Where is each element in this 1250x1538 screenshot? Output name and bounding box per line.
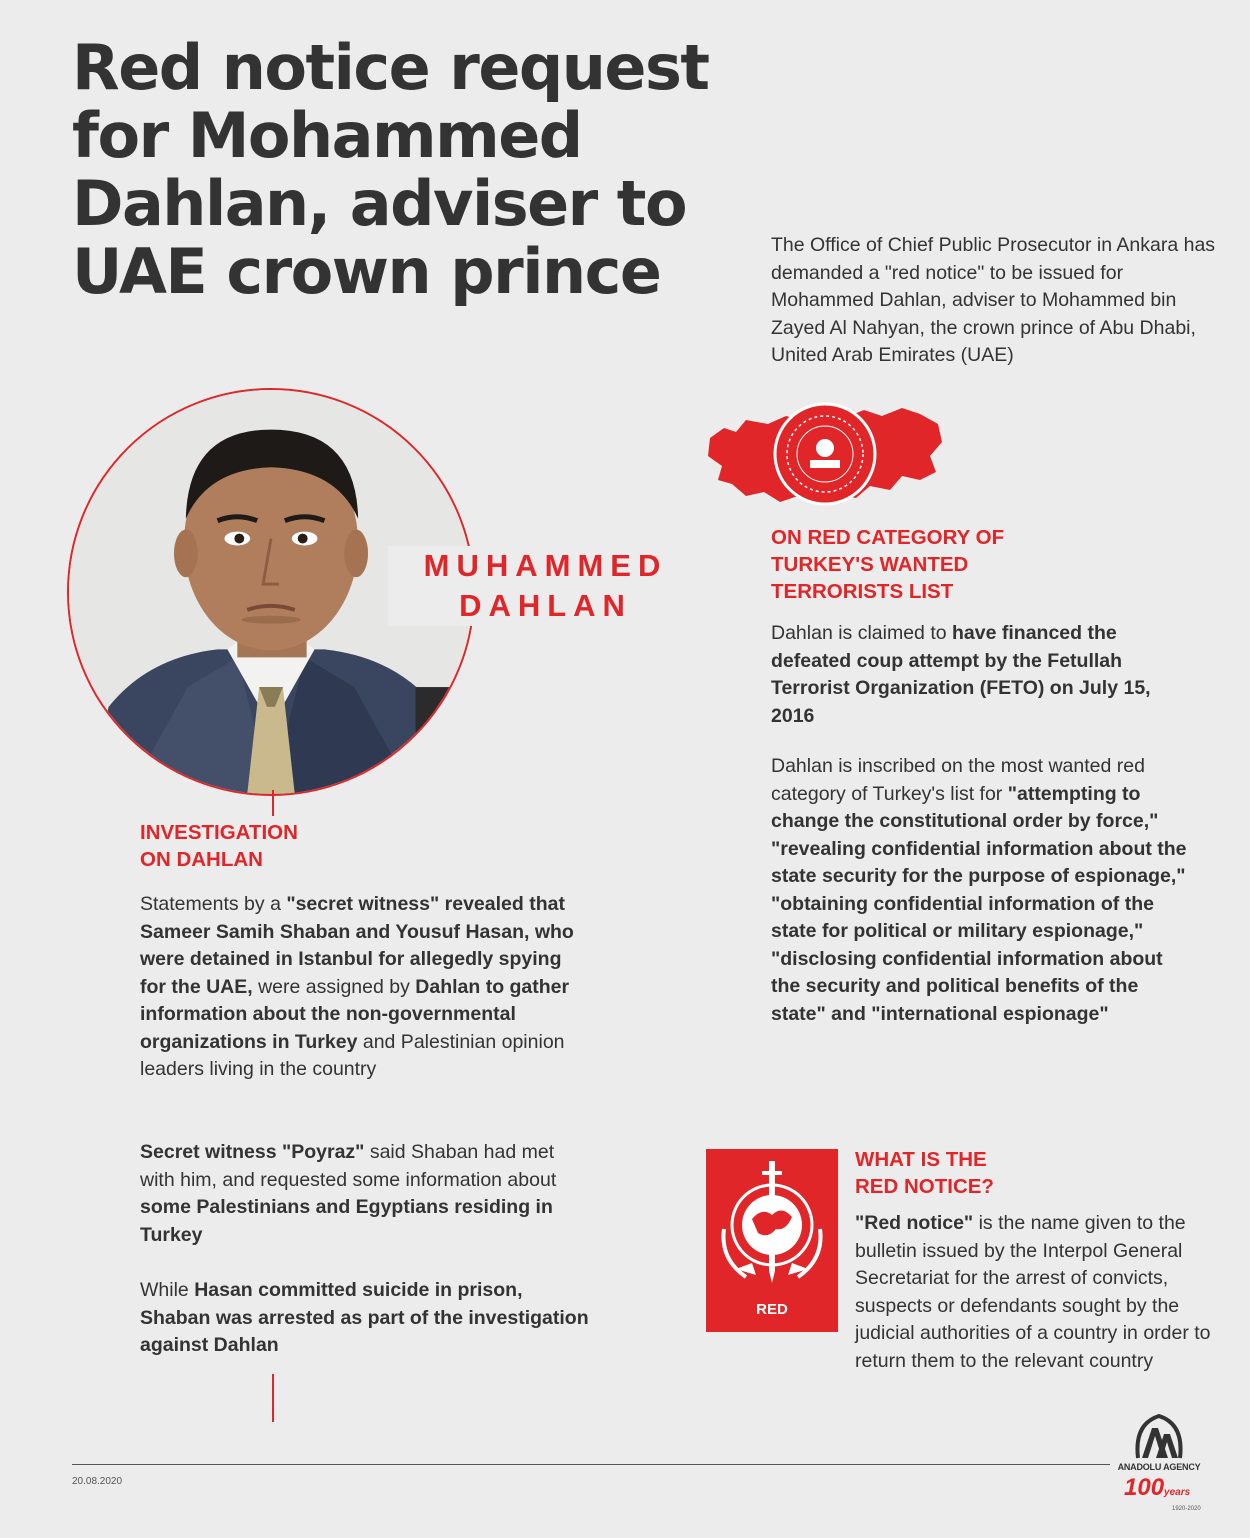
connector-line-top — [272, 790, 274, 816]
text-run: Statements by a — [140, 893, 287, 915]
anniversary-mark — [1124, 1474, 1190, 1502]
red-label: RED — [756, 1301, 788, 1318]
red-category-paragraph-1 — [771, 620, 1186, 730]
text-run: and Palestinian opinion leaders living in the country — [140, 1030, 565, 1080]
page-title: Red notice request for Mohammed Dahlan, adviser to UAE crown prince — [72, 31, 709, 308]
text-run: Dahlan is claimed to — [771, 622, 953, 644]
anadolu-agency-logo — [1114, 1412, 1204, 1522]
bold-text-run: Secret witness "Poyraz" — [140, 1141, 365, 1163]
red-category-heading — [771, 524, 1004, 605]
text-run: were assigned by — [252, 975, 416, 998]
bold-text-run: have financed the defeated coup attempt by the Fetullah Terrorist Organization (FETO) on July 15, 2016 — [771, 622, 1151, 727]
bold-text-run: Hasan committed suicide in prison, Shaban was arrested as part of the investigation against Dahlan — [140, 1279, 589, 1356]
years-number: 100 — [1124, 1474, 1165, 1501]
connector-line-bottom — [272, 1374, 274, 1422]
turkey-map-icon — [706, 398, 944, 514]
person-name — [388, 546, 703, 626]
bold-text-run: "attempting to change the constitutional order by force," "revealing confidential information about the state security for the purpose of espionage," "obtaining confidential information of the state for political or military espionage," "disclosing confidential information about the security and political benefits of the state" and "international espionage" — [771, 782, 1187, 1025]
text-run: Dahlan is inscribed on the most wanted red category of Turkey's list for — [771, 755, 1145, 805]
red-category-heading-line-1: ON RED CATEGORY OF — [771, 526, 1005, 549]
name-line-2: DAHLAN — [459, 588, 632, 623]
footer-divider — [72, 1464, 1110, 1465]
name-line-1: MUHAMMED — [423, 548, 668, 583]
text-run: While — [140, 1279, 195, 1301]
bold-text-run: some Palestinians and Egyptians residing in Turkey — [140, 1196, 553, 1246]
years-range: 1920-2020 — [1172, 1506, 1201, 1512]
investigation-paragraph-3 — [140, 1277, 590, 1360]
investigation-heading — [140, 819, 298, 873]
bold-text-run: "secret witness" revealed that Sameer Samih Shaban and Yousuf Hasan, who were detained in Istanbul for allegedly spying for the UAE, — [140, 893, 574, 998]
red-notice-heading-line-1: WHAT IS THE — [855, 1148, 987, 1171]
interpol-red-notice-box — [706, 1149, 838, 1332]
investigation-heading-line-1: INVESTIGATION — [140, 821, 298, 844]
investigation-paragraph-2 — [140, 1139, 590, 1249]
interpol-emblem-icon — [716, 1159, 828, 1295]
red-notice-paragraph — [855, 1210, 1215, 1375]
red-notice-heading-line-2: RED NOTICE? — [855, 1175, 994, 1198]
agency-name: ANADOLU AGENCY — [1117, 1462, 1201, 1472]
investigation-paragraph-1 — [140, 891, 590, 1084]
text-run: said Shaban had met with him, and requested some information about — [140, 1141, 557, 1191]
red-category-heading-line-2: TURKEY'S WANTED — [771, 553, 969, 576]
red-notice-heading — [855, 1146, 994, 1200]
text-run: is the name given to the bulletin issued by the Interpol General Secretariat for the arrest of convicts, suspects or defendants sought by the judicial authorities of a country in order to return them to the relevant country — [855, 1212, 1211, 1372]
publish-date: 20.08.2020 — [72, 1476, 123, 1487]
red-category-heading-line-3: TERRORISTS LIST — [771, 580, 954, 603]
anadolu-logo-icon — [1132, 1412, 1186, 1460]
intro-paragraph: The Office of Chief Public Prosecutor in Ankara has demanded a "red notice" to be issued for Mohammed Dahlan, adviser to Mohammed bin Zayed Al Nahyan, the crown prince of Abu Dhabi, United Arab Emirates (UAE) — [771, 234, 1216, 366]
bold-text-run: Dahlan to gather information about the non-governmental organizations in Turkey — [140, 975, 570, 1053]
investigation-heading-line-2: ON DAHLAN — [140, 848, 263, 871]
bold-text-run: "Red notice" — [855, 1212, 974, 1234]
years-word: years — [1164, 1487, 1191, 1498]
red-category-paragraph-2 — [771, 753, 1191, 1028]
